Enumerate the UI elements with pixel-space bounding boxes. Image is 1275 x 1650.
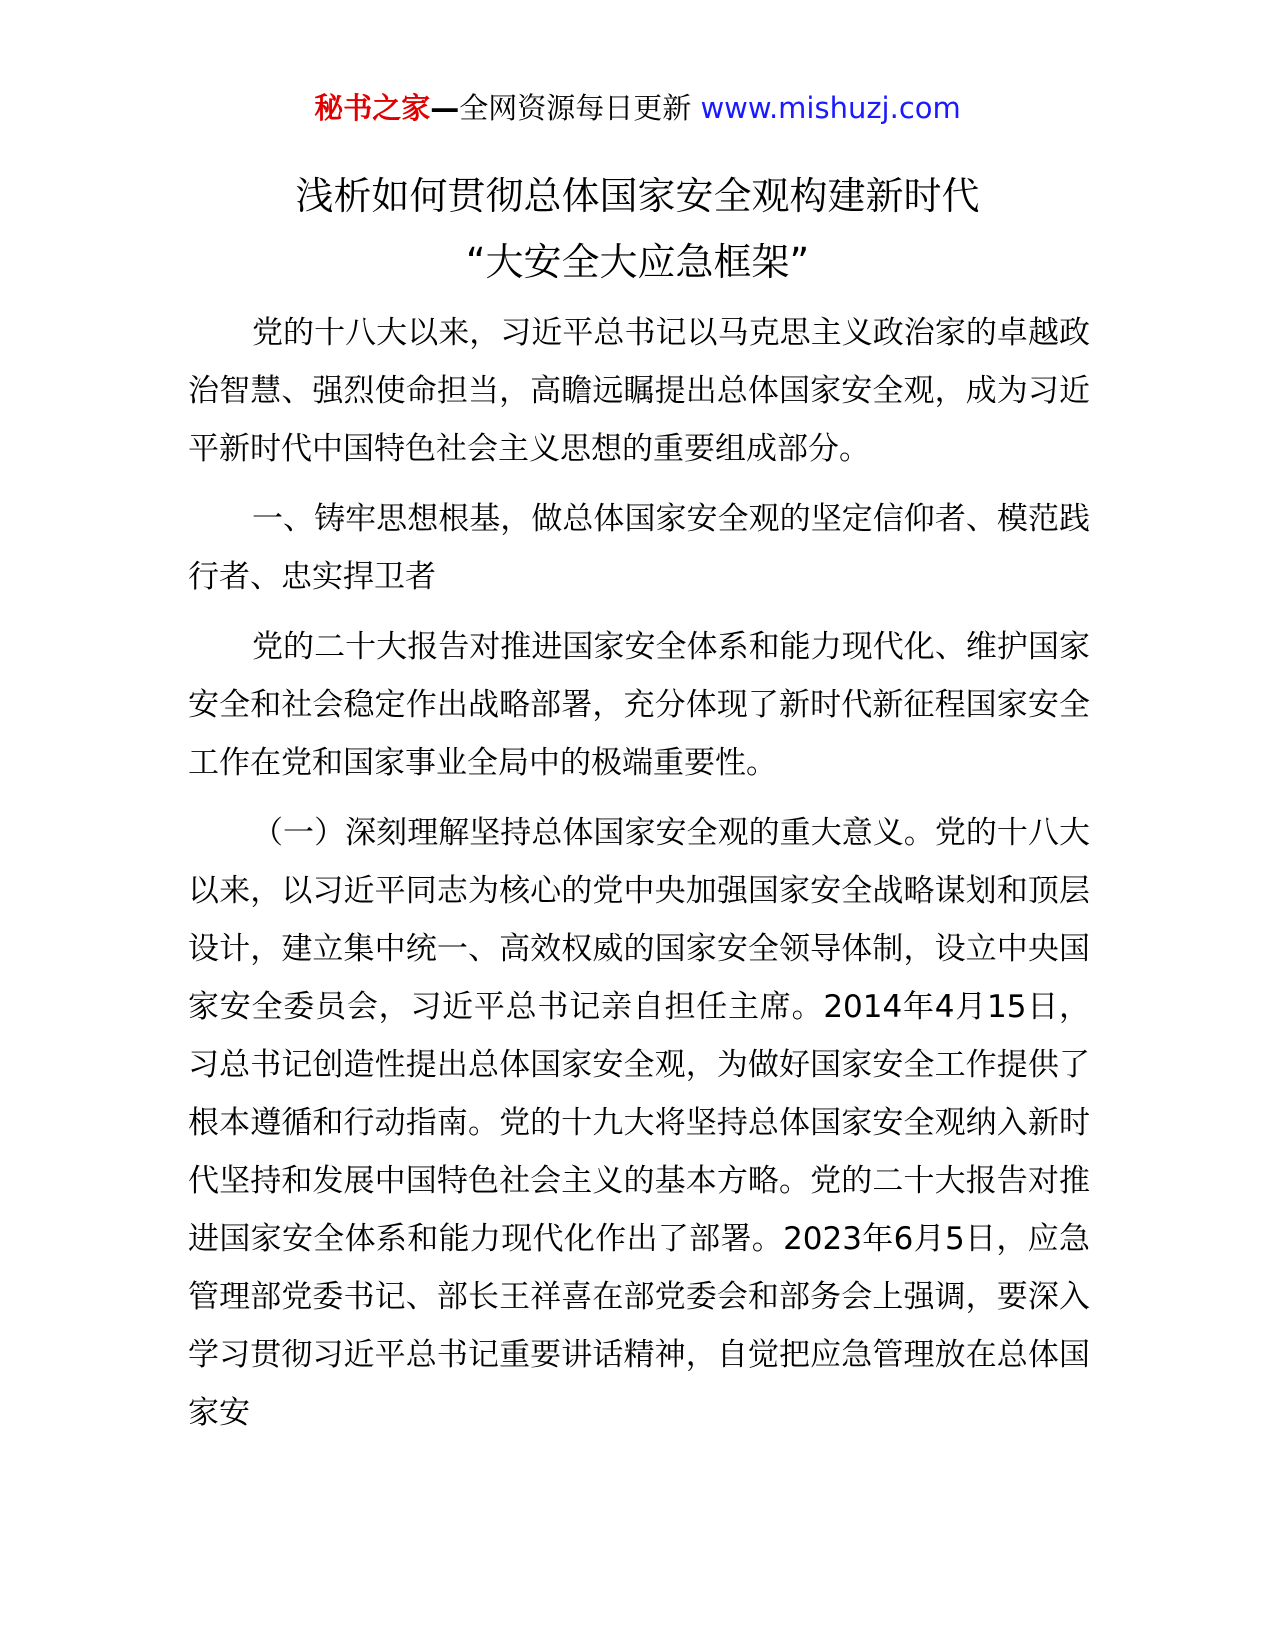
banner-dash: — (430, 91, 460, 125)
section-heading-1: 一、铸牢思想根基，做总体国家安全观的坚定信仰者、模范践行者、忠实捍卫者 (188, 501, 1090, 595)
document-title (0, 163, 1275, 295)
title-line-2: “大安全大应急框架” (465, 240, 810, 284)
brand-name: 秘书之家 (314, 91, 431, 125)
site-banner (0, 88, 1275, 128)
title-line-1: 浅析如何贯彻总体国家安全观构建新时代 (295, 174, 980, 218)
paragraph-intro: 党的十八大以来，习近平总书记以马克思主义政治家的卓越政治智慧、强烈使命担当，高瞻远瞩提出总体国家安全观，成为习近平新时代中国特色社会主义思想的重要组成部分。 (188, 315, 1090, 467)
paragraph-report: 党的二十大报告对推进国家安全体系和能力现代化、维护国家安全和社会稳定作出战略部署，充分体现了新时代新征程国家安全工作在党和国家事业全局中的极端重要性。 (188, 629, 1090, 781)
banner-tagline: 全网资源每日更新 (459, 91, 692, 125)
site-url-link[interactable]: www.mishuzj.com (700, 91, 961, 125)
paragraph-subsection-1: （一）深刻理解坚持总体国家安全观的重大意义。党的十八大以来，以习近平同志为核心的党中央加强国家安全战略谋划和顶层设计，建立集中统一、高效权威的国家安全领导体制，设立中央国家安全委员会，习近平总书记亲自担任主席。2014年4月15日，习总书记创造性提出总体国家安全观，为做好国家安全工作提供了根本遵循和行动指南。党的十九大将坚持总体国家安全观纳入新时代坚持和发展中国特色社会主义的基本方略。党的二十大报告对推进国家安全体系和能力现代化作出了部署。2023年6月5日，应急管理部党委书记、部长王祥喜在部党委会和部务会上强调，要深入学习贯彻习近平总书记重要讲话精神，自觉把应急管理放在总体国家安 (188, 815, 1090, 1431)
document-body (188, 304, 1090, 1442)
